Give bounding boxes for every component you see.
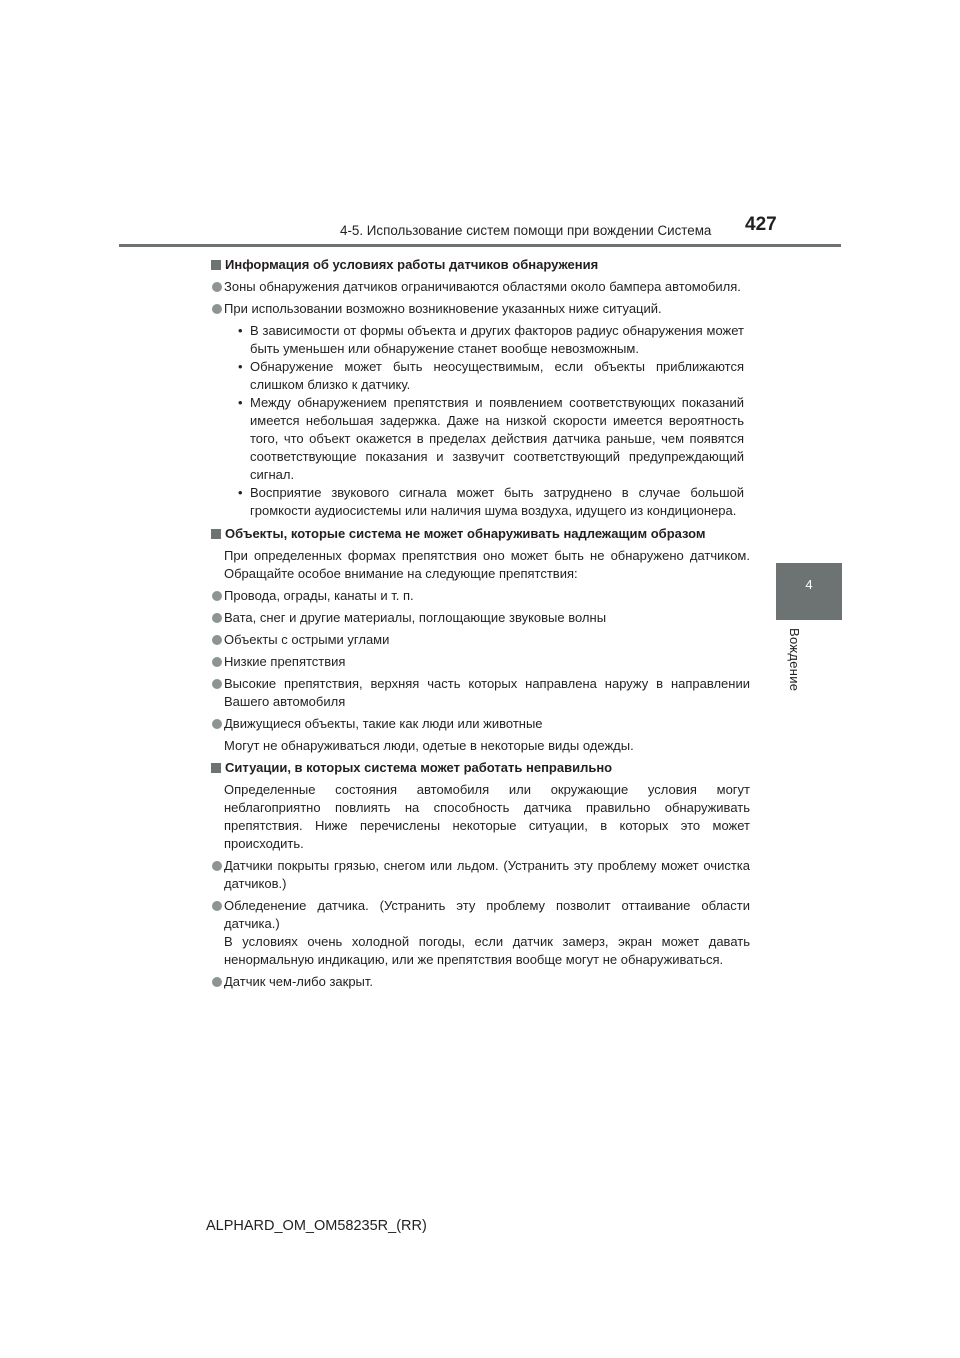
- square-bullet-icon: [211, 763, 221, 773]
- list-item: Датчик чем-либо закрыт.: [210, 973, 750, 991]
- circle-bullet-icon: [212, 977, 222, 987]
- page-content: [210, 256, 750, 995]
- square-bullet-icon: [211, 260, 221, 270]
- list-item: Низкие препятствия: [210, 653, 750, 671]
- header-divider: [119, 244, 841, 247]
- section-heading: Информация об условиях работы датчиков обнаружения: [210, 256, 750, 274]
- sub-list-item: • В зависимости от формы объекта и других факторов радиус обнаружения может быть уменьшен или обнаружение станет вообще невозможным.: [238, 323, 744, 356]
- section-title: 4-5. Использование систем помощи при вождении Система: [340, 223, 712, 238]
- page-number: 427: [745, 214, 777, 235]
- square-bullet-icon: [211, 529, 221, 539]
- circle-bullet-icon: [212, 304, 222, 314]
- chapter-label: Вождение: [787, 628, 802, 692]
- paragraph: Определенные состояния автомобиля или окружающие условия могут неблагоприятно повлиять на способность датчика правильно обнаруживать препятствия. Ниже перечислены некоторые ситуации, в которых это может происходить.: [224, 782, 750, 851]
- list-item: Высокие препятствия, верхняя часть которых направлена наружу в направлении Вашего автомобиля: [210, 675, 750, 711]
- circle-bullet-icon: [212, 901, 222, 911]
- list-item: Вата, снег и другие материалы, поглощающие звуковые волны: [210, 609, 750, 627]
- chapter-number: 4: [805, 577, 813, 592]
- circle-bullet-icon: [212, 591, 222, 601]
- chapter-tab: [776, 563, 842, 620]
- sub-list-item: • Между обнаружением препятствия и появлением соответствующих показаний имеется небольшая задержка. Даже на низкой скорости имеется вероятность того, что объект окажется в пределах действия датчика раньше, чем появятся соответствующие показания и зазвучит соответствующий предупреждающий сигнал.: [238, 395, 744, 482]
- circle-bullet-icon: [212, 861, 222, 871]
- list-item: Обледенение датчика. (Устранить эту проблему позволит оттаивание области датчика.) В условиях очень холодной погоды, если датчик замерз, экран может давать ненормальную индикацию, или же препятствия вообще могут не обнаруживаться.: [210, 897, 750, 969]
- list-item: При использовании возможно возникновение указанных ниже ситуаций.: [210, 300, 750, 318]
- list-item: Зоны обнаружения датчиков ограничиваются областями около бампера автомобиля.: [210, 278, 750, 296]
- section-heading: Ситуации, в которых система может работать неправильно: [210, 759, 750, 777]
- list-item: Датчики покрыты грязью, снегом или льдом. (Устранить эту проблему может очистка датчиков.): [210, 857, 750, 893]
- sub-list: [210, 322, 750, 520]
- sub-list-item: • Восприятие звукового сигнала может быть затруднено в случае большой громкости аудиосистемы или наличия шума воздуха, идущего из кондиционера.: [238, 485, 744, 518]
- circle-bullet-icon: [212, 635, 222, 645]
- sub-list-item: • Обнаружение может быть неосуществимым, если объекты приближаются слишком близко к датчику.: [238, 359, 744, 392]
- circle-bullet-icon: [212, 613, 222, 623]
- circle-bullet-icon: [212, 657, 222, 667]
- section-heading: Объекты, которые система не может обнаруживать надлежащим образом: [210, 525, 750, 543]
- circle-bullet-icon: [212, 282, 222, 292]
- list-item: Объекты с острыми углами: [210, 631, 750, 649]
- paragraph: Могут не обнаруживаться люди, одетые в некоторые виды одежды.: [224, 738, 634, 753]
- list-item: Провода, ограды, канаты и т. п.: [210, 587, 750, 605]
- document-code: ALPHARD_OM_OM58235R_(RR): [206, 1218, 427, 1234]
- circle-bullet-icon: [212, 719, 222, 729]
- list-item: Движущиеся объекты, такие как люди или животные: [210, 715, 750, 733]
- bullet-continuation: В условиях очень холодной погоды, если датчик замерз, экран может давать ненормальную индикацию, или же препятствия вообще могут не обнаруживаться.: [224, 934, 750, 967]
- page-header: [0, 0, 960, 250]
- paragraph: При определенных формах препятствия оно может быть не обнаружено датчиком. Обращайте особое внимание на следующие препятствия:: [224, 548, 750, 581]
- circle-bullet-icon: [212, 679, 222, 689]
